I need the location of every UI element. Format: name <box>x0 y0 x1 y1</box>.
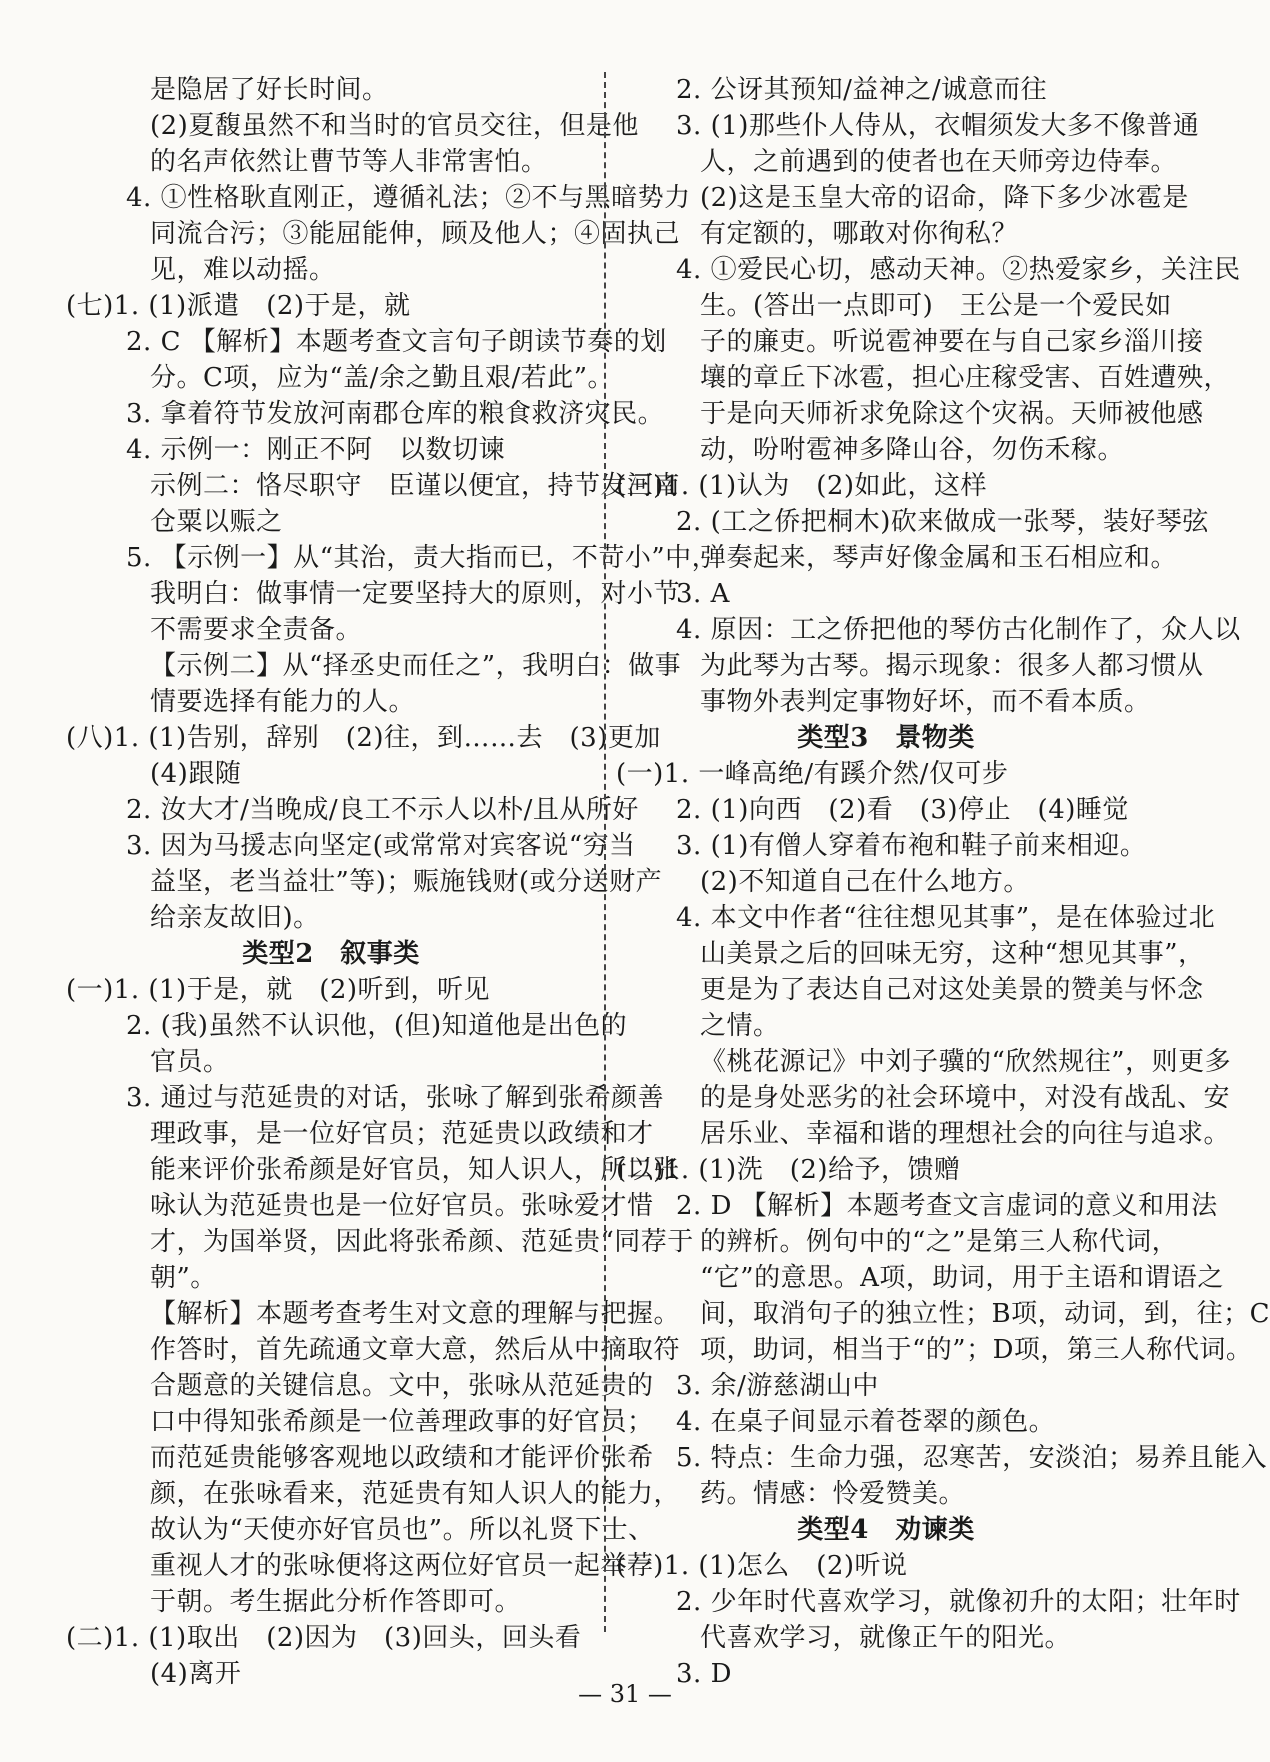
text-line: 见，难以动摇。 <box>150 255 336 285</box>
text-line: (2)夏馥虽然不和当时的官员交往，但是他 <box>150 111 639 141</box>
section-heading: 类型4 劝谏类 <box>797 1515 975 1545</box>
text-line: 2. 汝大才/当晚成/良工不示人以朴/且从所好 <box>126 795 639 825</box>
text-line: 2. 少年时代喜欢学习，就像初升的太阳；壮年时 <box>676 1587 1241 1617</box>
text-line: 理政事，是一位好官员；范延贵以政绩和才 <box>150 1119 654 1149</box>
text-line: 药。情感：怜爱赞美。 <box>700 1479 966 1509</box>
text-line: (一)1. 一峰高绝/有蹊介然/仅可步 <box>616 759 1009 789</box>
text-line: 是隐居了好长时间。 <box>150 75 389 105</box>
text-line: 为此琴为古琴。揭示现象：很多人都习惯从 <box>700 651 1204 681</box>
text-line: 能来评价张希颜是好官员，知人识人，所以张 <box>150 1155 681 1185</box>
right-column <box>616 72 1270 1692</box>
text-line: (七)1. (1)派遣 (2)于是，就 <box>66 291 411 321</box>
text-line: (2)这是玉皇大帝的诏命，降下多少冰雹是 <box>700 183 1189 213</box>
text-line: 项，助词，相当于“的”；D项，第三人称代词。 <box>700 1335 1253 1365</box>
text-line: 人，之前遇到的使者也在天师旁边侍奉。 <box>700 147 1178 177</box>
text-line: 3. (1)那些仆人侍从，衣帽须发大多不像普通 <box>676 111 1200 141</box>
text-line: 壤的章丘下冰雹，担心庄稼受害、百姓遭殃， <box>700 363 1231 393</box>
text-line: 5. 【示例一】从“其治，责大指而已，不苛小”中， <box>126 543 719 573</box>
text-line: 3. 拿着符节发放河南郡仓库的粮食救济灾民。 <box>126 399 665 429</box>
text-line: 益坚，老当益壮”等)；赈施钱财(或分送财产 <box>150 867 663 897</box>
text-line: 5. 特点：生命力强，忍寒苦，安淡泊；易养且能入 <box>676 1443 1268 1473</box>
text-line: 2. (我)虽然不认识他，(但)知道他是出色的 <box>126 1011 628 1041</box>
text-line: 4. ①性格耿直刚正，遵循礼法；②不与黑暗势力 <box>126 183 691 213</box>
text-line: 动，吩咐雹神多降山谷，勿伤禾稼。 <box>700 435 1125 465</box>
text-line: 于是向天师祈求免除这个灾祸。天师被他感 <box>700 399 1204 429</box>
text-line: 仓粟以赈之 <box>150 507 283 537</box>
text-line: 弹奏起来，琴声好像金属和玉石相应和。 <box>700 543 1178 573</box>
text-line: 不需要求全责备。 <box>150 615 363 645</box>
text-line: (二)1. (1)洗 (2)给予，馈赠 <box>616 1155 961 1185</box>
text-line: (二)1. (1)取出 (2)因为 (3)回头，回头看 <box>66 1623 582 1653</box>
text-line: 4. 示例一：刚正不阿 以数切谏 <box>126 435 506 465</box>
text-line: 给亲友故旧)。 <box>150 903 320 933</box>
text-line: 3. D <box>676 1659 732 1689</box>
text-line: “它”的意思。A项，助词，用于主语和谓语之 <box>700 1263 1224 1293</box>
text-line: 《桃花源记》中刘子骥的“欣然规往”，则更多 <box>700 1047 1232 1077</box>
text-line: (4)离开 <box>150 1659 242 1689</box>
text-line: 分。C项，应为“盖/余之勤且艰/若此”。 <box>150 363 614 393</box>
text-line: 子的廉吏。听说雹神要在与自己家乡淄川接 <box>700 327 1204 357</box>
text-line: 而范延贵能够客观地以政绩和才能评价张希 <box>150 1443 654 1473</box>
text-line: 有定额的，哪敢对你徇私？ <box>700 219 1019 249</box>
text-line: 3. 通过与范延贵的对话，张咏了解到张希颜善 <box>126 1083 665 1113</box>
text-line: 故认为“天使亦好官员也”。所以礼贤下士、 <box>150 1515 655 1545</box>
text-line: 4. 在桌子间显示着苍翠的颜色。 <box>676 1407 1056 1437</box>
text-line: 3. 因为马援志向坚定(或常常对宾客说“穷当 <box>126 831 636 861</box>
text-line: 示例二：恪尽职守 臣谨以便宜，持节发河南 <box>150 471 681 501</box>
text-line: 居乐业、幸福和谐的理想社会的向往与追求。 <box>700 1119 1231 1149</box>
section-heading: 类型3 景物类 <box>797 723 975 753</box>
text-line: 2. D 【解析】本题考查文言虚词的意义和用法 <box>676 1191 1218 1221</box>
text-line: 生。(答出一点即可) 王公是一个爱民如 <box>700 291 1172 321</box>
text-line: 3. A <box>676 579 730 609</box>
text-line: 2. (1)向西 (2)看 (3)停止 (4)睡觉 <box>676 795 1129 825</box>
text-line: 【示例二】从“择丞史而任之”，我明白：做事 <box>150 651 682 681</box>
text-line: 同流合污；③能屈能伸，顾及他人；④固执己 <box>150 219 681 249</box>
text-line: 咏认为范延贵也是一位好官员。张咏爱才惜 <box>150 1191 654 1221</box>
page-number: — 31 — <box>578 1680 672 1708</box>
text-line: 山美景之后的回味无穷，这种“想见其事”， <box>700 939 1205 969</box>
text-line: 作答时，首先疏通文章大意，然后从中摘取符 <box>150 1335 681 1365</box>
text-line: 合题意的关键信息。文中，张咏从范延贵的 <box>150 1371 654 1401</box>
text-line: 我明白：做事情一定要坚持大的原则，对小节 <box>150 579 681 609</box>
text-line: (一)1. (1)于是，就 (2)听到，听见 <box>66 975 491 1005</box>
text-line: 2. C 【解析】本题考查文言句子朗读节奏的划 <box>126 327 667 357</box>
text-line: 4. 本文中作者“往往想见其事”，是在体验过北 <box>676 903 1216 933</box>
text-line: 颜，在张咏看来，范延贵有知人识人的能力， <box>150 1479 681 1509</box>
section-heading: 类型2 叙事类 <box>242 939 420 969</box>
text-line: 之情。 <box>700 1011 780 1041</box>
text-line: 于朝。考生据此分析作答即可。 <box>150 1587 522 1617</box>
text-line: 情要选择有能力的人。 <box>150 687 416 717</box>
text-line: 才，为国举贤，因此将张希颜、范延贵“同荐于 <box>150 1227 694 1257</box>
text-line: 事物外表判定事物好坏，而不看本质。 <box>700 687 1151 717</box>
text-line: 2. 公讶其预知/益神之/诚意而往 <box>676 75 1048 105</box>
text-line: 官员。 <box>150 1047 230 1077</box>
text-line: (2)不知道自己在什么地方。 <box>700 867 1030 897</box>
text-line: 的是身处恶劣的社会环境中，对没有战乱、安 <box>700 1083 1231 1113</box>
text-line: 4. ①爱民心切，感动天神。②热爱家乡，关注民 <box>676 255 1241 285</box>
text-line: 间，取消句子的独立性；B项，动词，到，往；C <box>700 1299 1270 1329</box>
text-line: (三)1. (1)认为 (2)如此，这样 <box>616 471 988 501</box>
text-line: 重视人才的张咏便将这两位好官员一起举荐 <box>150 1551 654 1581</box>
text-line: 3. 余/游慈湖山中 <box>676 1371 879 1401</box>
column-divider <box>604 72 606 1632</box>
text-line: 的辨析。例句中的“之”是第三人称代词， <box>700 1227 1179 1257</box>
text-line: 口中得知张希颜是一位善理政事的好官员； <box>150 1407 654 1437</box>
text-line: 【解析】本题考查考生对文意的理解与把握。 <box>150 1299 681 1329</box>
text-line: 3. (1)有僧人穿着布袍和鞋子前来相迎。 <box>676 831 1147 861</box>
text-line: (八)1. (1)告别，辞别 (2)往，到……去 (3)更加 <box>66 723 661 753</box>
text-line: 朝”。 <box>150 1263 217 1293</box>
text-line: 代喜欢学习，就像正午的阳光。 <box>700 1623 1072 1653</box>
text-line: (一)1. (1)怎么 (2)听说 <box>616 1551 908 1581</box>
text-line: 更是为了表达自己对这处美景的赞美与怀念 <box>700 975 1204 1005</box>
text-line: 4. 原因：工之侨把他的琴仿古化制作了，众人以 <box>676 615 1241 645</box>
text-line: 的名声依然让曹节等人非常害怕。 <box>150 147 548 177</box>
text-line: 2. (工之侨把桐木)砍来做成一张琴，装好琴弦 <box>676 507 1209 537</box>
text-line: (4)跟随 <box>150 759 242 789</box>
